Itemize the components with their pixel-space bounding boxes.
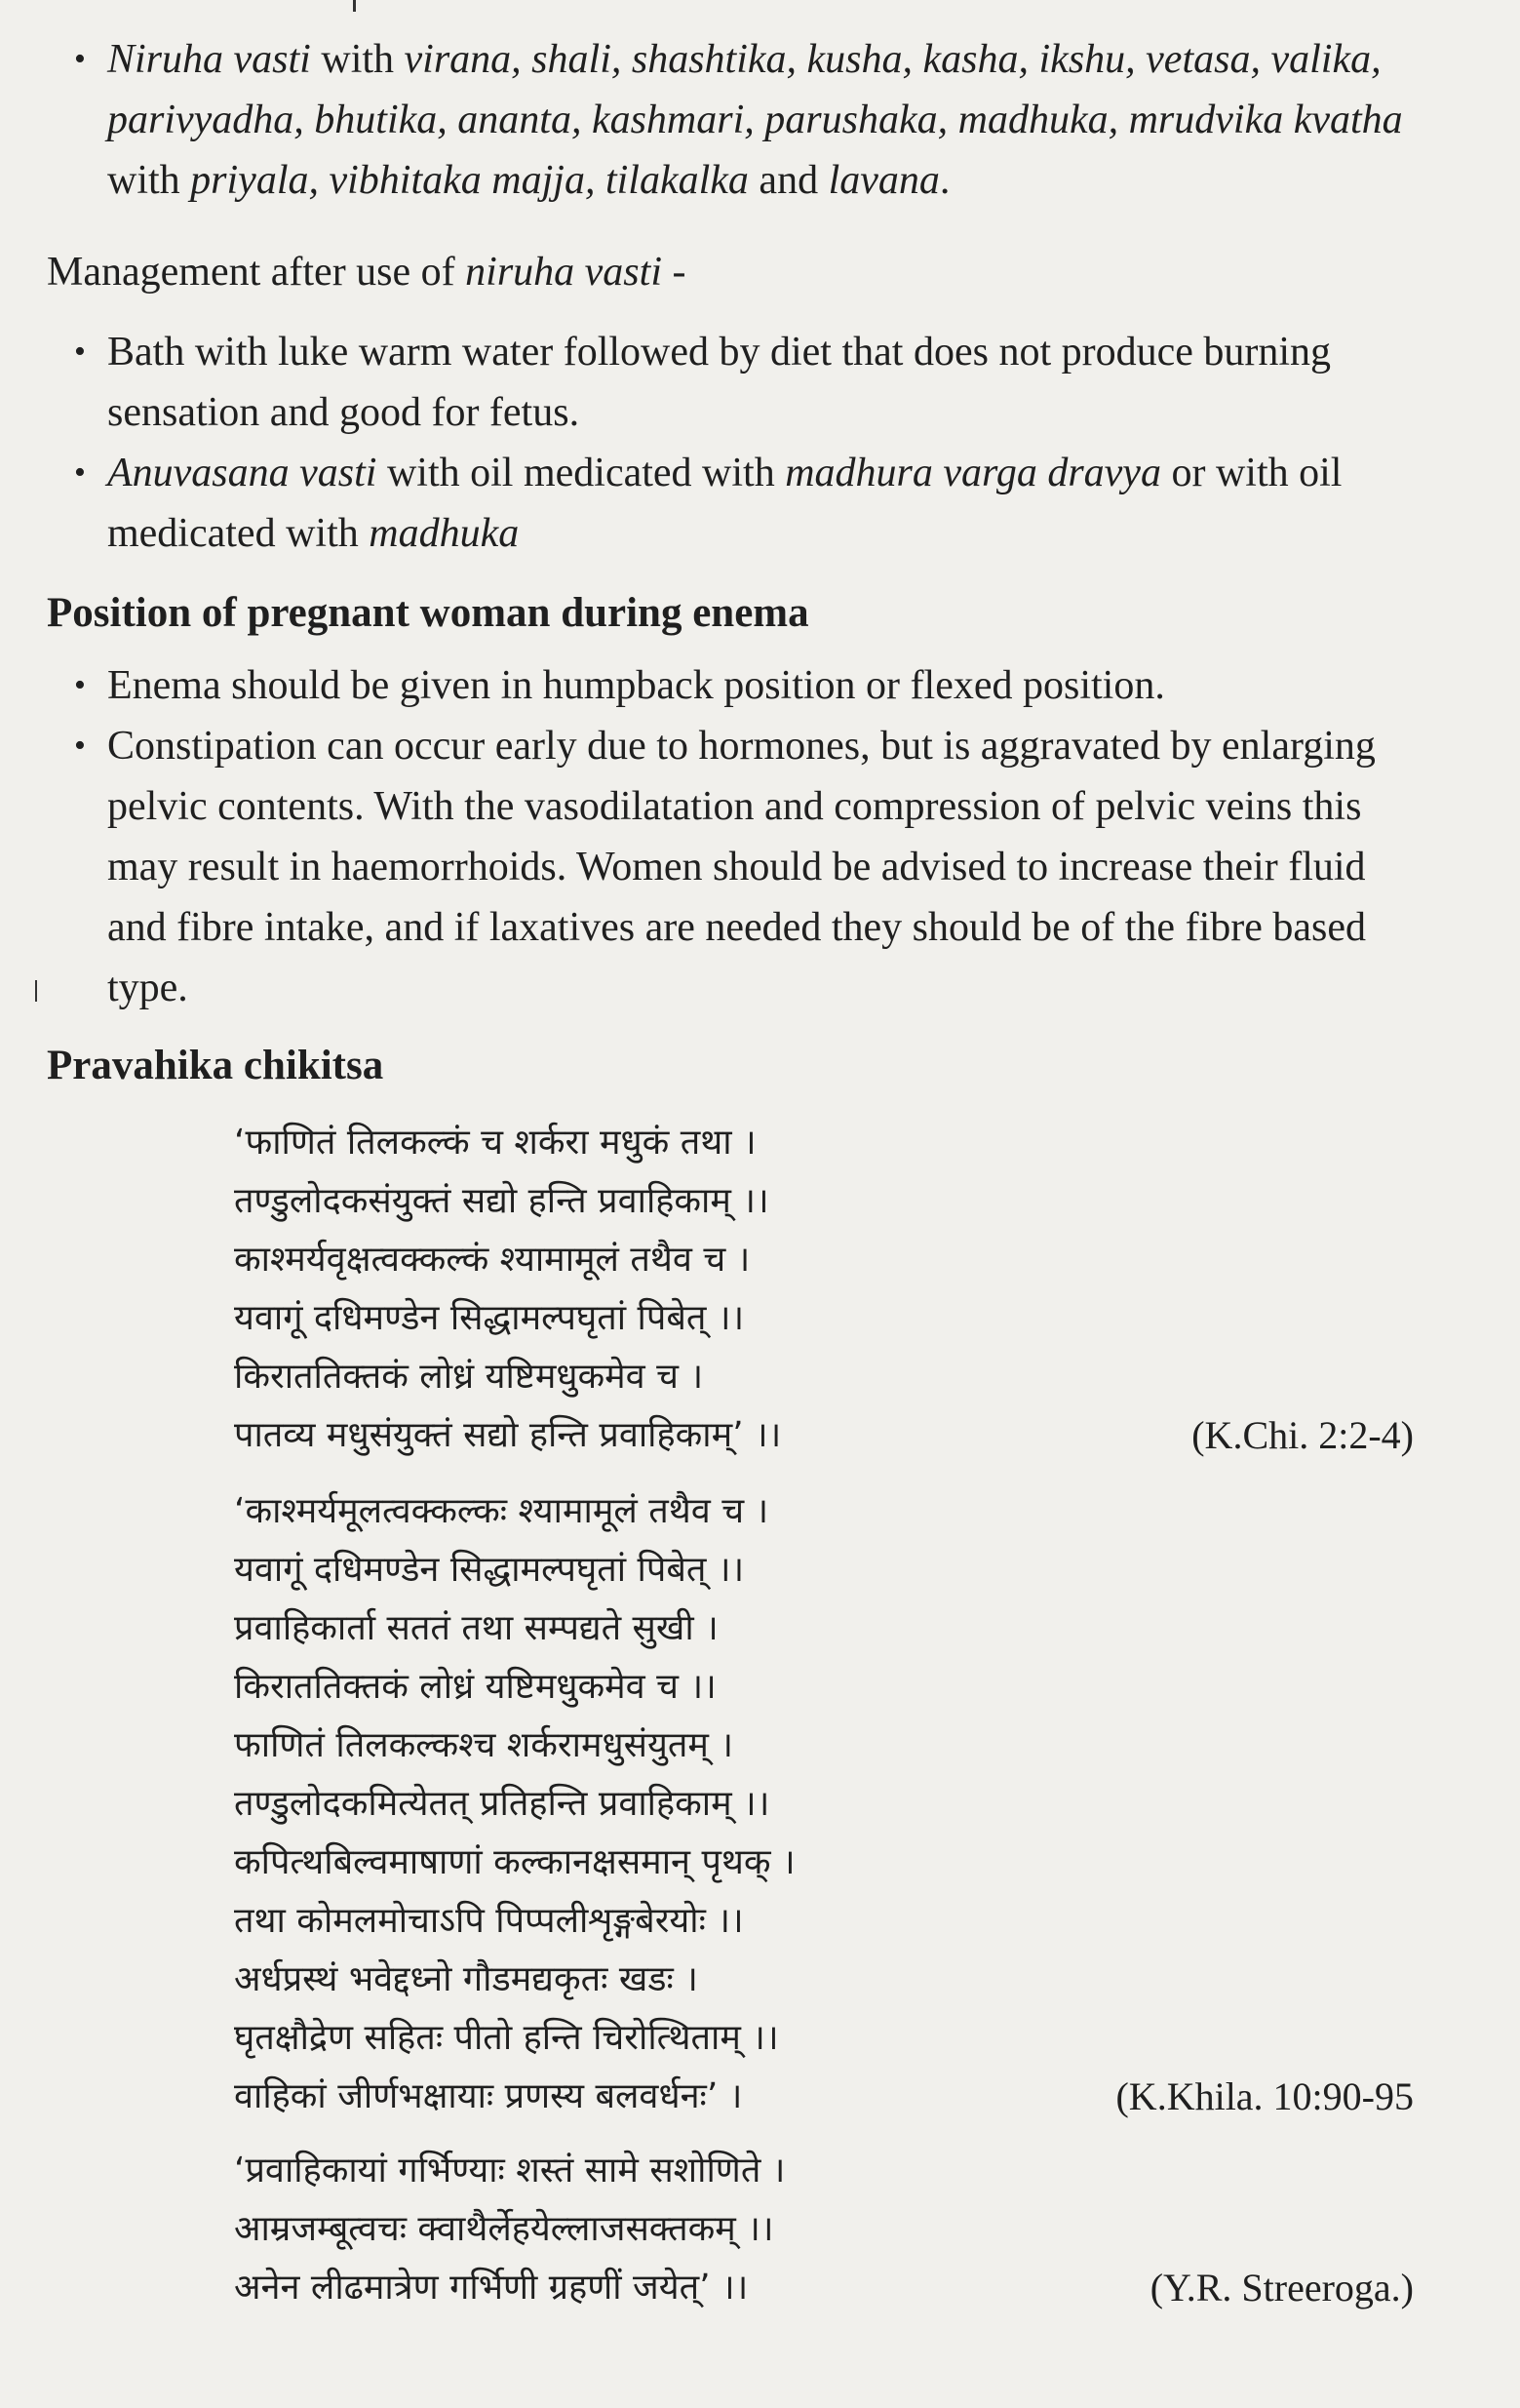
- management-bullet-list: [47, 322, 1422, 564]
- bullet-dot-icon: •: [74, 454, 86, 491]
- position-bullet-list: [47, 655, 1422, 1018]
- bullet-text: Enema should be given in humpback position or flexed position.: [107, 663, 1165, 708]
- bullet-dot-icon: •: [74, 667, 86, 703]
- italic-term: Niruha vasti: [107, 37, 311, 82]
- verse-line: [234, 1892, 1414, 1951]
- verse-text: पातव्य मधुसंयुक्तं सद्यो हन्ति प्रवाहिकाम्’ ।।: [234, 1415, 782, 1455]
- bullet-text: .: [939, 158, 951, 203]
- bullet-item: [47, 322, 1422, 443]
- italic-term: madhura varga dravya: [785, 451, 1161, 495]
- verse-text: ‘प्रवाहिकायां गर्भिण्याः शस्तं सामे सशोणिते ।: [234, 2151, 786, 2191]
- verse-line: [234, 1658, 1414, 1717]
- verse-text: वाहिकां जीर्णभक्षायाः प्रणस्य बलवर्धनः’ ।: [234, 2076, 743, 2116]
- verse-text: अनेन लीढमात्रेण गर्भिणी ग्रहणीं जयेत्’ ।।: [234, 2268, 749, 2308]
- bullet-text: with: [107, 158, 191, 203]
- management-term: niruha vasti: [465, 250, 662, 295]
- verse-block-yr: [234, 2142, 1414, 2317]
- verse-text: कपित्थबिल्वमाषाणां कल्कानक्षसमान् पृथक् ।: [234, 1842, 796, 1882]
- verse-line: [234, 2259, 1414, 2317]
- italic-term: lavana: [828, 158, 940, 203]
- bullet-dot-icon: •: [74, 728, 86, 764]
- verse-text: किराततिक्तकं लोध्रं यष्टिमधुकमेव च ।।: [234, 1667, 717, 1707]
- verse-line: [234, 1717, 1414, 1775]
- management-prefix: Management after use of: [47, 250, 466, 295]
- verse-text: किराततिक्तकं लोध्रं यष्टिमधुकमेव च ।: [234, 1357, 704, 1397]
- bullet-text: with oil medicated with: [376, 451, 786, 495]
- verse-block-kchi: [234, 1114, 1414, 1465]
- verse-line: [234, 2200, 1414, 2259]
- bullet-text: with: [310, 37, 405, 82]
- verse-line: [234, 1834, 1414, 1892]
- verse-text: ‘फाणितं तिलकल्कं च शर्करा मधुकं तथा ।: [234, 1123, 757, 1163]
- italic-term: madhuka: [369, 511, 520, 556]
- bullet-dot-icon: •: [74, 41, 86, 77]
- verse-reference: (Y.R. Streeroga.): [1150, 2266, 1414, 2309]
- bullet-item: [47, 29, 1422, 211]
- section-heading-pravahika: Pravahika chikitsa: [47, 1043, 384, 1088]
- verse-line: [234, 1348, 1414, 1406]
- bullet-dot-icon: •: [74, 334, 86, 370]
- bullet-item: [47, 655, 1422, 716]
- management-suffix: -: [662, 250, 686, 295]
- verse-reference: (K.Chi. 2:2-4): [1191, 1413, 1414, 1457]
- verse-text: तण्डुलोदकसंयुक्तं सद्यो हन्ति प्रवाहिकाम् ।।: [234, 1181, 769, 1221]
- verse-text: यवागूं दधिमण्डेन सिद्धामल्पघृतां पिबेत् ।।: [234, 1298, 745, 1338]
- verse-line: [234, 2009, 1414, 2068]
- italic-term: virana, shali, shashtika, kusha, kasha, ikshu, vetasa, valika, parivyadha, bhutika, ananta, kashmari, parushaka, madhuka, mrudvika kvatha: [107, 37, 1403, 142]
- verse-line: [234, 1114, 1414, 1172]
- bullet-item: [47, 443, 1422, 564]
- management-intro: [47, 242, 686, 302]
- verse-line: [234, 1406, 1414, 1465]
- verse-line: [234, 1775, 1414, 1834]
- bullet-item: [47, 716, 1422, 1018]
- verse-text: फाणितं तिलकल्कश्च शर्करामधुसंयुतम् ।: [234, 1725, 733, 1765]
- verse-text: आम्रजम्बूत्वचः क्वाथैर्लेहयेल्लाजसक्तकम् ।।: [234, 2209, 774, 2249]
- verse-line: [234, 1289, 1414, 1348]
- verse-text: अर्धप्रस्थं भवेद्दध्नो गौडमद्यकृतः खडः ।: [234, 1959, 698, 1999]
- verse-line: [234, 2068, 1414, 2126]
- verse-text: घृतक्षौद्रेण सहितः पीतो हन्ति चिरोत्थिताम् ।।: [234, 2018, 779, 2058]
- scan-mark-top: [353, 0, 356, 12]
- scan-mark-left: [35, 980, 37, 1002]
- verse-text: यवागूं दधिमण्डेन सिद्धामल्पघृतां पिबेत् ।।: [234, 1550, 745, 1590]
- verse-text: तण्डुलोदकमित्येतत् प्रतिहन्ति प्रवाहिकाम् ।।: [234, 1784, 770, 1824]
- italic-term: priyala, vibhitaka majja, tilakalka: [190, 158, 749, 203]
- verse-block-kkhila: [234, 1482, 1414, 2126]
- bullet-text: Constipation can occur early due to hormones, but is aggravated by enlarging pelvic contents. With the vasodilatation and compression of pelvic veins this may result in haemorrhoids. Women should be advised to increase their fluid and fibre intake, and if laxatives are needed they should be of the fibre based type.: [107, 724, 1376, 1010]
- verse-text: काश्मर्यवृक्षत्वक्कल्कं श्यामामूलं तथैव च ।: [234, 1240, 751, 1280]
- verse-line: [234, 1172, 1414, 1231]
- italic-term: Anuvasana vasti: [107, 451, 377, 495]
- verse-line: [234, 1541, 1414, 1599]
- verse-line: [234, 1599, 1414, 1658]
- verse-text: तथा कोमलमोचाऽपि पिप्पलीशृङ्गबेरयोः ।।: [234, 1901, 744, 1941]
- bullet-text: or with oil medicated with: [107, 451, 1343, 556]
- vasti-bullet-list: [47, 29, 1422, 211]
- section-heading-position: Position of pregnant woman during enema: [47, 590, 809, 636]
- bullet-text: and: [748, 158, 829, 203]
- bullet-text: Bath with luke warm water followed by diet that does not produce burning sensation and good for fetus.: [107, 330, 1332, 435]
- verse-text: ‘काश्मर्यमूलत्वक्कल्कः श्यामामूलं तथैव च ।: [234, 1491, 769, 1531]
- verse-line: [234, 2142, 1414, 2200]
- verse-line: [234, 1951, 1414, 2009]
- verse-reference: (K.Khila. 10:90-95: [1115, 2074, 1414, 2118]
- verse-line: [234, 1231, 1414, 1289]
- verse-text: प्रवाहिकार्ता सततं तथा सम्पद्यते सुखी ।: [234, 1608, 719, 1648]
- verse-line: [234, 1482, 1414, 1541]
